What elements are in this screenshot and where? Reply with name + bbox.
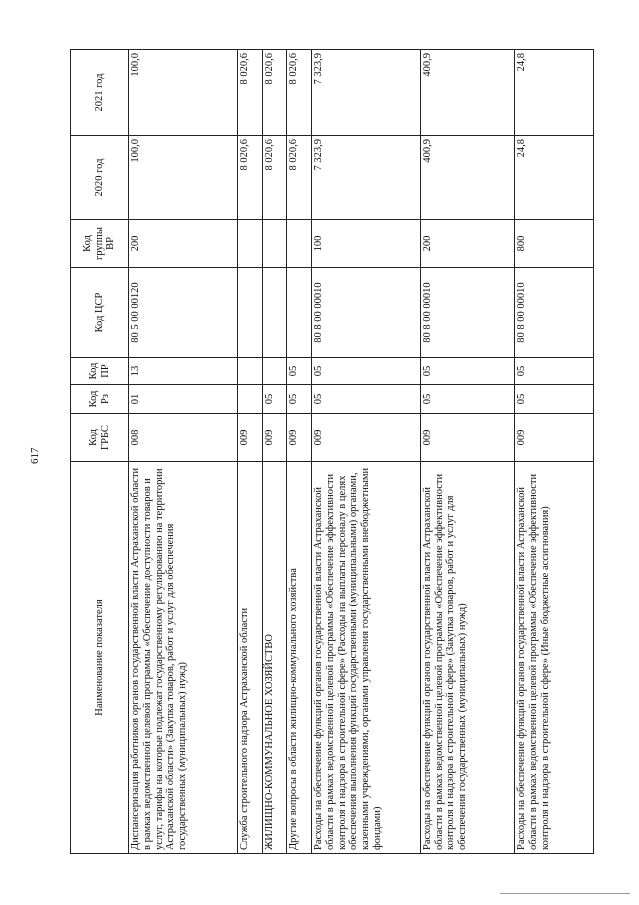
header-vr: Код группы ВР — [71, 220, 129, 268]
row-2021: 100,0 — [129, 50, 238, 136]
row-2021: 7 323,9 — [312, 50, 421, 136]
row-vr: 800 — [515, 220, 594, 268]
row-csr — [287, 268, 312, 358]
row-rz — [237, 385, 262, 414]
row-pr — [237, 358, 262, 385]
row-grbs: 008 — [129, 414, 238, 462]
row-name: Расходы на обеспечение функций органов государственной власти Астраханской области в рамках ведомственной целевой программы «Обеспечение эффективности контроля и надзора в строительной сфере» (Закупка товаров, работ и услуг для обеспечения государственных (муниципальных) нужд) — [420, 462, 514, 854]
table-row — [312, 50, 421, 854]
row-2020: 24,8 — [515, 136, 594, 220]
row-name: Расходы на обеспечение функций органов государственной власти Астраханской области в рамках ведомственной целевой программы «Обеспечение эффективности контроля и надзора в строительной сфере» (Расходы на выплаты персоналу в целях обеспечения выполнения функций государственными (муниципальными) органами, казенными учреждениями, органами управления государственными внебюджетными фондами) — [312, 462, 421, 854]
row-rz: 05 — [287, 385, 312, 414]
row-csr: 80 8 00 00010 — [312, 268, 421, 358]
row-grbs: 009 — [262, 414, 287, 462]
row-rz: 01 — [129, 385, 238, 414]
row-2021: 400,9 — [420, 50, 514, 136]
row-rz: 05 — [312, 385, 421, 414]
row-rz: 05 — [420, 385, 514, 414]
row-name: Расходы на обеспечение функций органов государственной власти Астраханской области в рамках ведомственной целевой программы «Обеспечение эффективности контроля и надзора в строительной сфере» (Иные бюджетные ассигнования) — [515, 462, 594, 854]
row-name: Служба строительного надзора Астраханской области — [237, 462, 262, 854]
budget-table-frame — [70, 50, 594, 854]
row-vr: 200 — [129, 220, 238, 268]
row-name: ЖИЛИЩНО-КОММУНАЛЬНОЕ ХОЗЯЙСТВО — [262, 462, 287, 854]
row-vr — [287, 220, 312, 268]
header-csr: Код ЦСР — [71, 268, 129, 358]
row-2021: 24,8 — [515, 50, 594, 136]
row-csr — [262, 268, 287, 358]
row-rz: 05 — [515, 385, 594, 414]
row-vr: 100 — [312, 220, 421, 268]
row-name: Другие вопросы в области жилищно-коммунального хозяйства — [287, 462, 312, 854]
row-csr: 80 5 00 00120 — [129, 268, 238, 358]
scan-edge-line — [500, 893, 630, 894]
row-2020: 100,0 — [129, 136, 238, 220]
row-rz: 05 — [262, 385, 287, 414]
header-2020: 2020 год — [71, 136, 129, 220]
page-number: 617 — [29, 447, 41, 464]
row-pr: 05 — [515, 358, 594, 385]
row-grbs: 009 — [420, 414, 514, 462]
row-pr: 05 — [420, 358, 514, 385]
table-row — [515, 50, 594, 854]
row-name: Диспансеризация работников органов государственной власти Астраханской области в рамках ведомственной целевой программы «Обеспечение доступности товаров и услуг, тарифы на которые подлежат государственному регулированию на территории Астраханской области» (Закупка товаров, работ и услуг для обеспечения государственных (муниципальных) нужд) — [129, 462, 238, 854]
row-grbs: 009 — [287, 414, 312, 462]
row-vr — [262, 220, 287, 268]
table-row — [129, 50, 238, 854]
header-row — [71, 50, 129, 854]
row-2020: 8 020,6 — [262, 136, 287, 220]
header-grbs: Код ГРБС — [71, 414, 129, 462]
row-grbs: 009 — [237, 414, 262, 462]
table-row — [237, 50, 262, 854]
row-pr — [262, 358, 287, 385]
row-csr: 80 8 00 00010 — [515, 268, 594, 358]
row-2021: 8 020,6 — [262, 50, 287, 136]
row-2021: 8 020,6 — [287, 50, 312, 136]
table-row — [420, 50, 514, 854]
row-2021: 8 020,6 — [237, 50, 262, 136]
table-row — [287, 50, 312, 854]
row-grbs: 009 — [312, 414, 421, 462]
row-2020: 400,9 — [420, 136, 514, 220]
row-2020: 8 020,6 — [287, 136, 312, 220]
table-row — [262, 50, 287, 854]
header-name: Наименование показателя — [71, 462, 129, 854]
row-vr: 200 — [420, 220, 514, 268]
budget-table — [70, 49, 594, 854]
header-2021: 2021 год — [71, 50, 129, 136]
row-grbs: 009 — [515, 414, 594, 462]
header-rz: Код Рз — [71, 385, 129, 414]
header-pr: Код ПР — [71, 358, 129, 385]
row-csr — [237, 268, 262, 358]
row-2020: 7 323,9 — [312, 136, 421, 220]
row-vr — [237, 220, 262, 268]
row-2020: 8 020,6 — [237, 136, 262, 220]
row-pr: 05 — [287, 358, 312, 385]
row-pr: 05 — [312, 358, 421, 385]
row-pr: 13 — [129, 358, 238, 385]
row-csr: 80 8 00 00010 — [420, 268, 514, 358]
